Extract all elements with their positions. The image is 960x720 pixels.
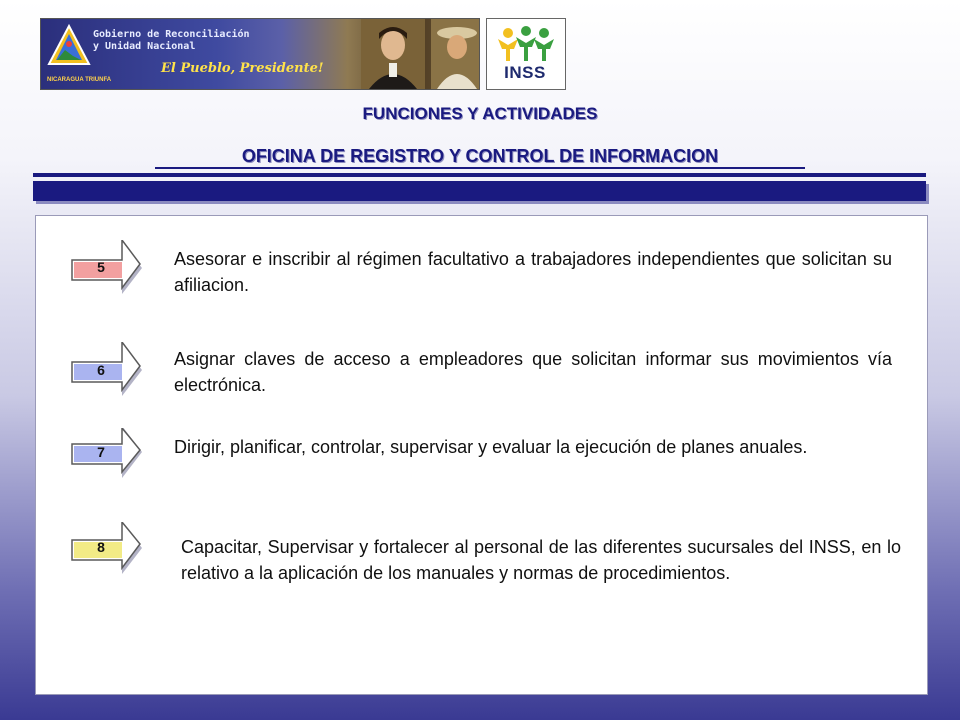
government-name-line1: Gobierno de Reconciliación (93, 29, 250, 40)
item-text: Asignar claves de acceso a empleadores que solicitan informar sus movimientos vía electrónica. (174, 349, 892, 395)
inss-logo-label: INSS (504, 63, 546, 82)
page-title: FUNCIONES Y ACTIVIDADES (362, 104, 598, 123)
government-footnote: NICARAGUA TRIUNFA (47, 77, 112, 83)
government-slogan: El Pueblo, Presidente! (161, 61, 324, 76)
header-divider-thin (33, 173, 926, 177)
item-text: Capacitar, Supervisar y fortalecer al personal de las diferentes sucursales del INSS, en lo relativo a la aplicación de los manuales y normas de procedimientos. (181, 537, 901, 583)
item-text: Dirigir, planificar, controlar, supervisar y evaluar la ejecución de planes anuales. (174, 437, 808, 457)
item-number-badge (70, 522, 142, 578)
inss-logo (486, 18, 566, 90)
subtitle-underline (155, 167, 805, 169)
nicaragua-triangle-emblem-icon (47, 24, 91, 82)
item-number: 6 (97, 362, 105, 378)
portrait-icon (361, 19, 425, 89)
item-number-badge (70, 428, 142, 484)
item-number-badge (70, 240, 142, 296)
item-text: Asesorar e inscribir al régimen facultativo a trabajadores independientes que solicitan su afiliacion. (174, 249, 892, 295)
government-name (93, 29, 250, 53)
item-number: 8 (97, 539, 105, 555)
page-subtitle: OFICINA DE REGISTRO Y CONTROL DE INFORMACION (241, 146, 719, 166)
item-number-badge (70, 342, 142, 398)
inss-figures-icon (497, 25, 555, 63)
item-number: 7 (97, 444, 105, 460)
content-panel (35, 215, 928, 695)
item-number: 5 (97, 259, 105, 275)
header-divider-band (33, 181, 926, 201)
government-name-line2: y Unidad Nacional (93, 41, 196, 52)
government-logo-banner (40, 18, 480, 90)
portrait-icon (431, 19, 479, 89)
